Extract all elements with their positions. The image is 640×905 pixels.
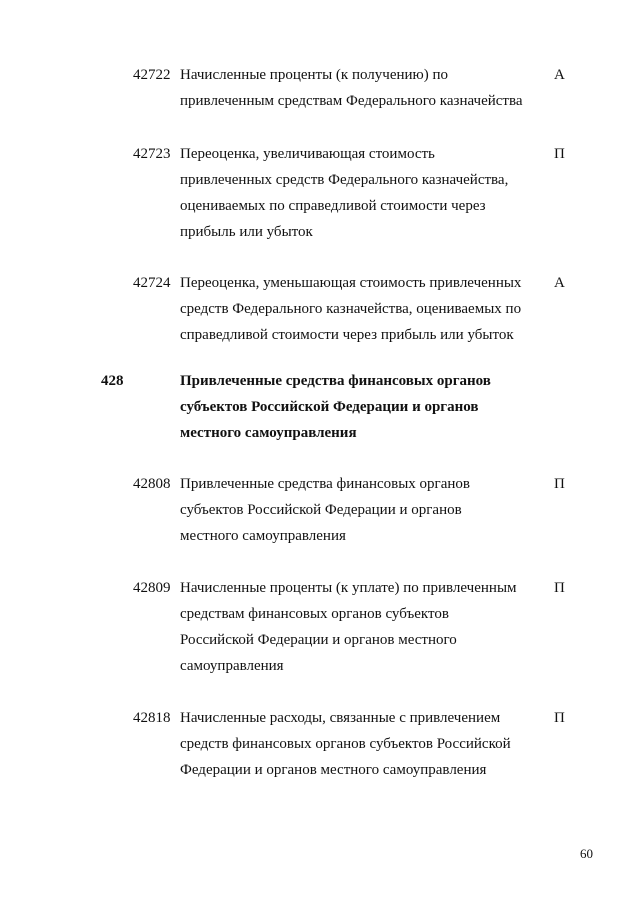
- description-line: справедливой стоимости через прибыль или убыток: [180, 327, 514, 343]
- description-line: привлеченным средствам Федерального казначейства: [180, 93, 523, 109]
- description-line: Федерации и органов местного самоуправления: [180, 762, 487, 778]
- section-title-line: Привлеченные средства финансовых органов: [180, 373, 491, 389]
- account-description: [180, 705, 540, 783]
- description-line: Начисленные проценты (к получению) по: [180, 67, 449, 83]
- account-description: [180, 575, 540, 679]
- account-code: 42722: [133, 67, 171, 83]
- description-line: средств финансовых органов субъектов Российской: [180, 736, 511, 752]
- section-code: 428: [101, 373, 124, 389]
- description-line: Начисленные расходы, связанные с привлечением: [180, 710, 501, 726]
- description-line: Переоценка, увеличивающая стоимость: [180, 146, 435, 162]
- account-description: [180, 141, 540, 245]
- description-line: прибыль или убыток: [180, 224, 313, 240]
- account-code: 42808: [133, 476, 171, 492]
- description-line: привлеченных средств Федерального казначейства,: [180, 172, 509, 188]
- account-description: [180, 270, 540, 348]
- section-title-line: местного самоуправления: [180, 425, 357, 441]
- description-line: оцениваемых по справедливой стоимости через: [180, 198, 486, 214]
- description-line: Российской Федерации и органов местного: [180, 632, 457, 648]
- description-line: самоуправления: [180, 658, 284, 674]
- description-line: Привлеченные средства финансовых органов: [180, 476, 470, 492]
- description-line: средствам финансовых органов субъектов: [180, 606, 449, 622]
- account-type: П: [554, 710, 565, 726]
- account-code: 42723: [133, 146, 171, 162]
- section-title-line: субъектов Российской Федерации и органов: [180, 399, 479, 415]
- account-description: [180, 471, 540, 549]
- description-line: субъектов Российской Федерации и органов: [180, 502, 462, 518]
- account-type: А: [554, 67, 565, 83]
- description-line: средств Федерального казначейства, оцениваемых по: [180, 301, 522, 317]
- section-title: [180, 368, 540, 446]
- description-line: Начисленные проценты (к уплате) по привлеченным: [180, 580, 517, 596]
- account-type: П: [554, 580, 565, 596]
- description-line: Переоценка, уменьшающая стоимость привлеченных: [180, 275, 522, 291]
- page-number: 60: [580, 846, 593, 861]
- description-line: местного самоуправления: [180, 528, 346, 544]
- account-type: П: [554, 476, 565, 492]
- account-description: [180, 62, 540, 114]
- account-code: 42724: [133, 275, 171, 291]
- account-type: П: [554, 146, 565, 162]
- account-code: 42809: [133, 580, 171, 596]
- account-code: 42818: [133, 710, 171, 726]
- account-type: А: [554, 275, 565, 291]
